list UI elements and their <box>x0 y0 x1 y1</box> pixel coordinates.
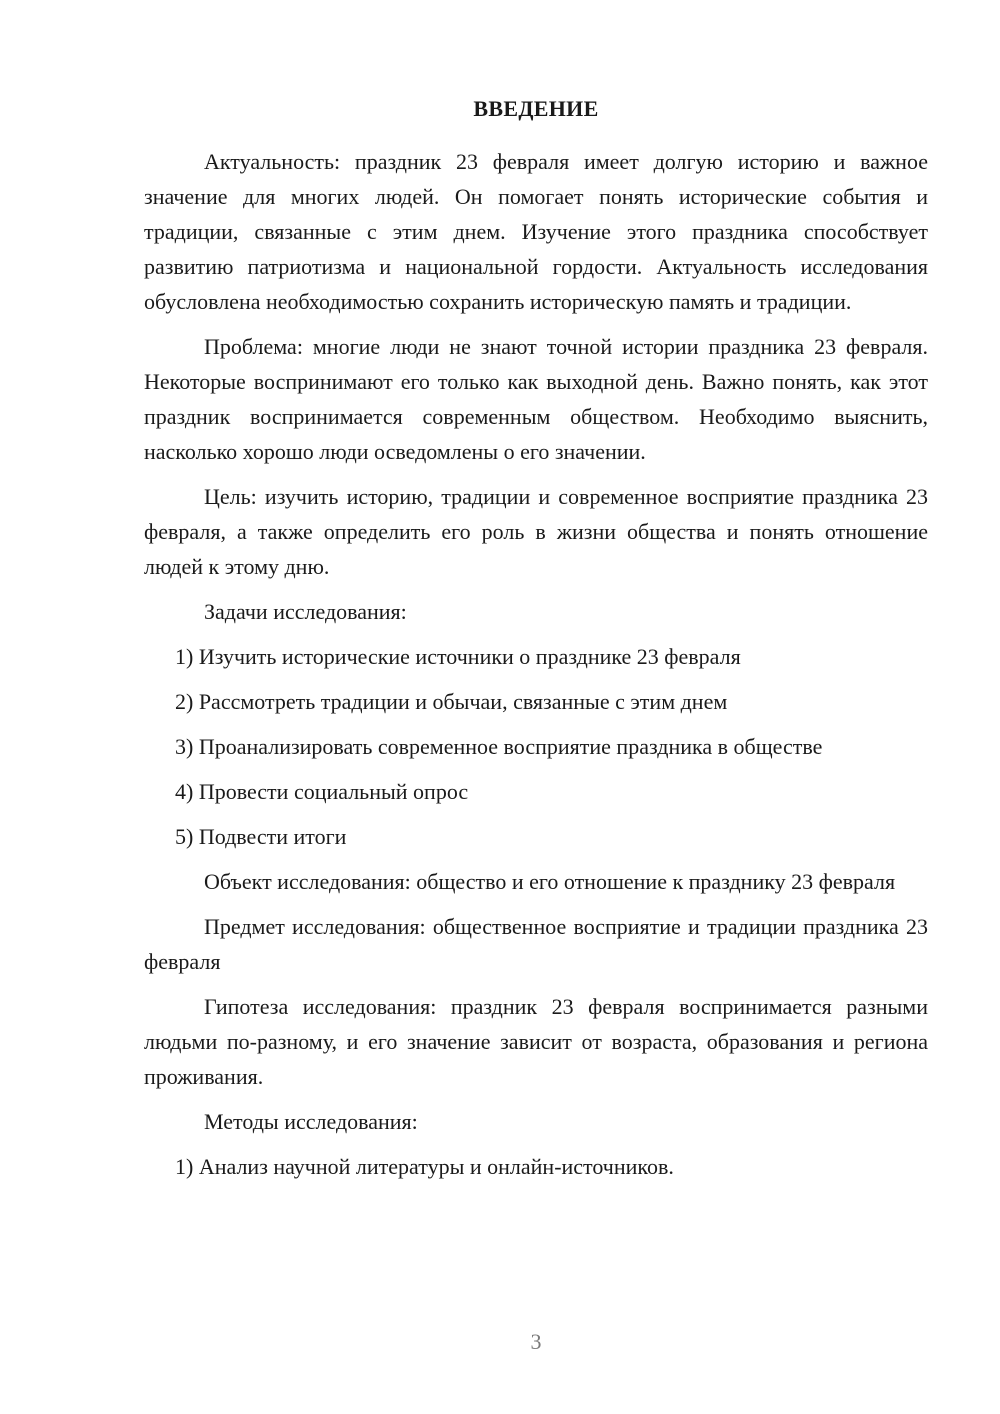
hypothesis-paragraph: Гипотеза исследования: праздник 23 февраля воспринимается разными людьми по-разному, и его значение зависит от возраста, образования и региона проживания. <box>144 994 928 1089</box>
methods-list <box>144 1149 928 1184</box>
tasks-heading: Задачи исследования: <box>204 599 407 624</box>
methods-heading: Методы исследования: <box>204 1109 418 1134</box>
relevance-paragraph: Актуальность: праздник 23 февраля имеет долгую историю и важное значение для многих людей. Он помогает понять исторические события и традиции, связанные с этим днем. Изучение этого праздника способствует развитию патриотизма и национальной гордости. Актуальность исследования обусловлена необходимостью сохранить историческую память и традиции. <box>144 149 928 314</box>
object-paragraph: Объект исследования: общество и его отношение к празднику 23 февраля <box>204 869 896 894</box>
list-item: 4) Провести социальный опрос <box>175 779 469 804</box>
page-content <box>144 92 928 1194</box>
list-item: 2) Рассмотреть традиции и обычаи, связанные с этим днем <box>175 689 728 714</box>
section-title: ВВЕДЕНИЕ <box>473 96 599 121</box>
list-item: 1) Изучить исторические источники о празднике 23 февраля <box>175 644 741 669</box>
page-number: 3 <box>530 1329 542 1354</box>
problem-paragraph: Проблема: многие люди не знают точной истории праздника 23 февраля. Некоторые воспринимают его только как выходной день. Важно понять, как этот праздник воспринимается современным обществом. Необходимо выяснить, насколько хорошо люди осведомлены о его значении. <box>144 334 928 464</box>
tasks-list <box>144 639 928 854</box>
list-item: 3) Проанализировать современное восприятие праздника в обществе <box>175 734 823 759</box>
subject-paragraph: Предмет исследования: общественное восприятие и традиции праздника 23 февраля <box>144 914 928 974</box>
goal-paragraph: Цель: изучить историю, традиции и современное восприятие праздника 23 февраля, а также определить его роль в жизни общества и понять отношение людей к этому дню. <box>144 484 928 579</box>
list-item: 5) Подвести итоги <box>175 824 347 849</box>
list-item: 1) Анализ научной литературы и онлайн-источников. <box>175 1154 674 1179</box>
